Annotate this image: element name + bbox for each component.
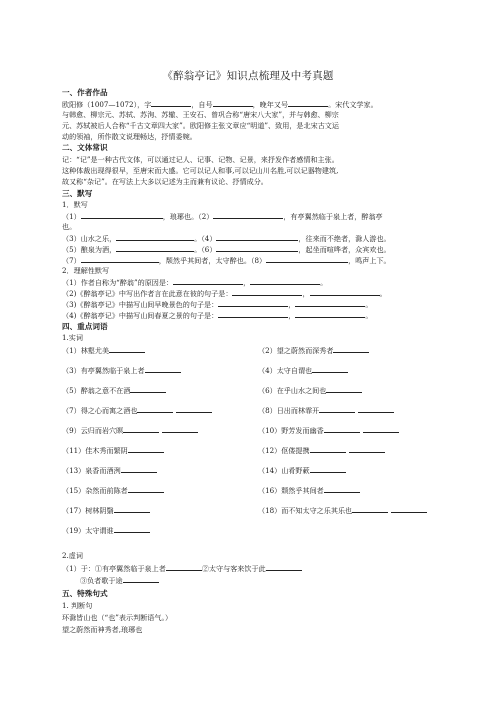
text: ，琅琊也。（2）: [162, 212, 214, 221]
text: （1）: [62, 212, 81, 221]
text: （4)《醉翁亭记》中描写山间春夏之景的句子是：: [62, 311, 219, 320]
vocab-phrase: （19）太守谓谁: [62, 526, 114, 535]
text: ，: [243, 278, 251, 287]
fill-blank[interactable]: [216, 244, 298, 252]
text: ，有亭翼然临于泉上者，醉翁亭: [283, 212, 383, 221]
example-line: 环滁皆山也（“也”表示判断语气。）: [62, 613, 173, 622]
genre-line-1: 记：“记”是一种古代文体，可以通过记人、记事、记物、记景，来抒发作者感情和主张。: [62, 155, 339, 164]
fill-blank[interactable]: [151, 99, 191, 107]
text: （5）酿泉为酒，: [62, 245, 117, 254]
text: ，自号: [191, 100, 213, 109]
fill-blank[interactable]: [81, 255, 159, 263]
text: 。（6）: [194, 245, 217, 254]
function-word-row: [62, 563, 302, 574]
fill-blank[interactable]: [116, 244, 194, 252]
vocab-item: [62, 425, 198, 436]
fill-blank[interactable]: [114, 505, 150, 513]
dictation-row: [62, 233, 391, 244]
vocab-phrase: （13）泉香而酒洌: [62, 466, 121, 475]
author-line-1: [62, 99, 378, 110]
section-heading-author: 一、作者作品: [62, 88, 108, 97]
genre-line-3: 故又称“杂记”。在写法上大多以记述为主而兼有议论、抒情成分。: [62, 177, 268, 186]
fill-blank[interactable]: [326, 385, 362, 393]
vocab-phrase: （16）颓然乎其间者: [258, 486, 324, 495]
genre-line-2: 这种体裁出现得很早，至唐宋而大盛。它可以记人和事,可以记山川名胜,可以记器物建筑,: [62, 166, 339, 175]
fill-blank[interactable]: [310, 465, 346, 473]
vocab-phrase: （4）太守自谓也: [258, 366, 313, 375]
fill-blank[interactable]: [145, 365, 181, 373]
text: 。: [379, 289, 387, 298]
section-heading-vocabulary: 四、重点词语: [62, 322, 108, 331]
comprehension-row: [62, 310, 372, 321]
comprehension-row: [62, 277, 327, 288]
dictation-row: [62, 244, 391, 255]
vocab-item: [258, 405, 394, 416]
dictation-row: 也。: [62, 222, 77, 231]
fill-blank[interactable]: [310, 288, 380, 296]
text: （1）作者自称为“醉翁”的原因是：: [62, 278, 174, 287]
author-line-4: 动的领袖，所作散文说理畅达，抒情委婉。: [62, 132, 197, 141]
text: ③负者歌于途: [80, 576, 123, 585]
fill-blank[interactable]: [266, 255, 348, 263]
vocab-phrase: （15）杂然而前陈者: [62, 486, 128, 495]
fill-blank[interactable]: [319, 405, 355, 413]
fill-blank[interactable]: [232, 288, 302, 296]
text: ，: [288, 300, 296, 309]
text: ②太守与客来饮于此: [201, 564, 266, 573]
dictation-row: [62, 255, 391, 266]
vocab-item: [62, 345, 145, 356]
vocab-item: [258, 425, 399, 436]
fill-blank[interactable]: [363, 425, 399, 433]
text: （3）山水之乐，: [62, 234, 117, 243]
vocab-item: [62, 485, 164, 496]
fill-blank[interactable]: [166, 563, 202, 571]
vocab-phrase: （9）云归而岩穴暝: [62, 426, 124, 435]
vocab-phrase: （3）有亭翼然临于泉上者: [62, 366, 145, 375]
fill-blank[interactable]: [288, 99, 328, 107]
text: ，往来而不绝者，滁人游也。: [298, 234, 391, 243]
text: 。: [320, 278, 328, 287]
text: 。宋代文学家。: [328, 100, 378, 109]
vocab-item: [62, 505, 150, 516]
content-words-subheading: 1.实词: [62, 333, 83, 342]
dictation-subheading: 1．默写: [62, 200, 88, 209]
fill-blank[interactable]: [128, 445, 164, 453]
section-heading-sentence-patterns: 五、特殊句式: [62, 589, 108, 598]
fill-blank[interactable]: [173, 277, 243, 285]
vocab-item: [62, 525, 150, 536]
fill-blank[interactable]: [295, 299, 365, 307]
vocab-phrase: （8）日出而林霏开: [258, 406, 320, 415]
text: ，颓然乎其间者，太守醉也。（8）: [158, 256, 267, 265]
fill-blank[interactable]: [123, 425, 159, 433]
fill-blank[interactable]: [128, 485, 164, 493]
fill-blank[interactable]: [324, 485, 360, 493]
text: （7）: [62, 256, 81, 265]
vocab-item: [62, 465, 157, 476]
section-heading-dictation: 三、默写: [62, 189, 93, 198]
dictation-row: [62, 211, 383, 222]
fill-blank[interactable]: [176, 405, 212, 413]
text: ，晚年又号: [252, 100, 289, 109]
fill-blank[interactable]: [352, 505, 388, 513]
fill-blank[interactable]: [324, 425, 360, 433]
function-word-row: [80, 575, 159, 586]
fill-blank[interactable]: [213, 211, 283, 219]
vocab-item: [62, 365, 181, 376]
vocab-item: [258, 465, 346, 476]
text: ，: [288, 311, 296, 320]
fill-blank[interactable]: [312, 365, 348, 373]
fill-blank[interactable]: [213, 99, 253, 107]
text: （1）于：①有亭翼然临于泉上者: [62, 564, 166, 573]
fill-blank[interactable]: [391, 505, 427, 513]
vocab-phrase: （12）伛偻提携: [258, 446, 310, 455]
text: ，鸣声上下。: [348, 256, 391, 265]
vocab-item: [62, 405, 212, 416]
fill-blank[interactable]: [349, 445, 385, 453]
fill-blank[interactable]: [333, 345, 369, 353]
vocab-phrase: （7）得之心而寓之酒也: [62, 406, 138, 415]
vocab-item: [258, 385, 362, 396]
text: ，起坐而喧哗者，众宾欢也。: [298, 245, 391, 254]
vocab-item: [258, 485, 360, 496]
text: 。（4）: [194, 234, 217, 243]
judgment-subheading: 1. 判断句: [62, 601, 93, 610]
vocab-phrase: （14）山肴野蔌: [258, 466, 310, 475]
comprehension-row: [62, 299, 372, 310]
vocab-phrase: （18）而不知太守之乐其乐也: [258, 506, 353, 515]
vocab-item: [62, 445, 164, 456]
vocab-phrase: （10）野芳发而幽香: [258, 426, 324, 435]
vocab-item: [258, 445, 385, 456]
text: 欧阳修（1007—1072），字: [62, 100, 152, 109]
fill-blank[interactable]: [250, 277, 320, 285]
vocab-phrase: （17）树林阴翳: [62, 506, 114, 515]
page-title: 《醉翁亭记》知识点梳理及中考真题: [162, 70, 334, 82]
vocab-phrase: （5）醉翁之意不在酒: [62, 386, 131, 395]
fill-blank[interactable]: [216, 233, 298, 241]
fill-blank[interactable]: [310, 445, 346, 453]
fill-blank[interactable]: [109, 345, 145, 353]
section-heading-genre: 二、文体常识: [62, 143, 108, 152]
fill-blank[interactable]: [218, 299, 288, 307]
function-words-subheading: 2.虚词: [62, 551, 83, 560]
fill-blank[interactable]: [358, 405, 394, 413]
text: 。: [365, 311, 373, 320]
vocab-phrase: （1）林壑尤美: [62, 346, 110, 355]
vocab-item: [258, 345, 369, 356]
fill-blank[interactable]: [81, 211, 163, 219]
vocab-item: [258, 365, 348, 376]
fill-blank[interactable]: [116, 233, 194, 241]
fill-blank[interactable]: [295, 310, 365, 318]
fill-blank[interactable]: [218, 310, 288, 318]
fill-blank[interactable]: [266, 563, 302, 571]
vocab-item: [62, 385, 166, 396]
fill-blank[interactable]: [137, 405, 173, 413]
vocab-phrase: （11）佳木秀而繁阴: [62, 446, 128, 455]
fill-blank[interactable]: [162, 425, 198, 433]
vocab-phrase: （2）望之蔚然而深秀者: [258, 346, 334, 355]
example-line: 望之蔚然而神秀者,琅琊也: [62, 625, 143, 634]
vocab-phrase: （6）在乎山水之间也: [258, 386, 327, 395]
text: ，: [302, 289, 310, 298]
text: 。: [365, 300, 373, 309]
fill-blank[interactable]: [121, 465, 157, 473]
comprehension-subheading: 2．理解性默写: [62, 266, 110, 275]
fill-blank[interactable]: [123, 575, 159, 583]
comprehension-row: [62, 288, 387, 299]
fill-blank[interactable]: [130, 385, 166, 393]
author-line-2: 与韩愈、柳宗元、苏轼、苏洵、苏辙、王安石、曾巩合称“唐宋八大家”，并与韩愈、柳宗: [62, 110, 339, 119]
vocab-item: [258, 505, 427, 516]
author-line-3: 元、苏轼被后人合称“千古文章四大家”。欧阳修主张文章应“明道”、致用，是北宋古文运: [62, 121, 339, 130]
fill-blank[interactable]: [114, 525, 150, 533]
text: （3)《醉翁亭记》中描写山间早晚景色的句子是：: [62, 300, 219, 309]
text: （2)《醉翁亭记》中写出作者言在此意在彼的句子是：: [62, 289, 233, 298]
